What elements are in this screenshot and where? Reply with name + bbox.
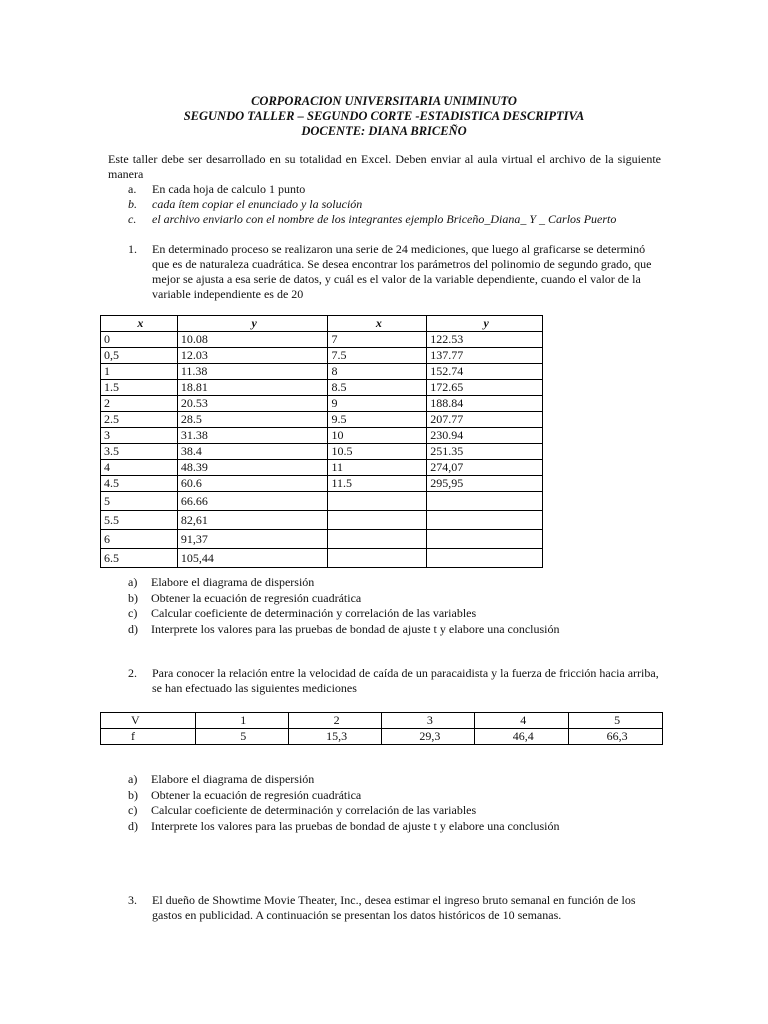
question-1 [128,242,660,302]
instruction-letter: a. [128,182,137,196]
table-cell: 8.5 [328,380,427,396]
table-cell: 20.53 [177,396,328,412]
instruction-letter: b. [128,197,137,211]
task-letter: d) [128,818,138,833]
table-cell: 4 [101,460,178,476]
instruction-letter: c. [128,212,137,226]
table-row [101,492,543,511]
header-teacher: DOCENTE: DIANA BRICEÑO [301,124,467,138]
table-cell: 48.39 [177,460,328,476]
question-text: En determinado proceso se realizaron una serie de 24 mediciones, que luego al graficarse se determinó que es de naturaleza cuadrática. Se desea encontrar los parámetros del polinomio de segundo grado, que mejor se ajusta a esa serie de datos, y cuál es el valor de la variable dependiente, cuando el valor de la variable independiente es de 20 [152,242,652,301]
task-item [128,819,560,835]
table-cell: 0 [101,332,178,348]
task-text: Elabore el diagrama de dispersión [151,772,315,786]
table-cell: 137.77 [427,348,543,364]
table-row [101,332,543,348]
table-cell: 5 [569,713,663,729]
table-row [101,460,543,476]
table-cell: 10.08 [177,332,328,348]
instruction-text: el archivo enviarlo con el nombre de los integrantes ejemplo Briceño_Diana_ Y _ Carlos Puerto [152,212,617,226]
table-row [101,530,543,549]
table-cell: 3.5 [101,444,178,460]
question-number: 1. [128,242,137,256]
table-cell: 6 [101,530,178,549]
table-row [101,713,663,729]
table-cell: 4 [475,713,569,729]
table-cell: 82,61 [177,511,328,530]
table-cell: 2 [288,713,382,729]
table-cell: 1 [195,713,288,729]
table-cell: 207.77 [427,412,543,428]
table-cell [328,530,427,549]
table-cell: 295,95 [427,476,543,492]
table-cell: 7 [328,332,427,348]
table-cell: 38.4 [177,444,328,460]
task-letter: c) [128,803,138,817]
table-cell: 172.65 [427,380,543,396]
table-cell: 2.5 [101,412,178,428]
header-cell: y [427,316,543,332]
table-cell [328,511,427,530]
task-item [128,606,560,622]
table-cell: 5 [195,729,288,745]
tasks-q2 [128,772,560,834]
table-cell: 29,3 [382,729,475,745]
question-text: El dueño de Showtime Movie Theater, Inc., desea estimar el ingreso bruto semanal en función de los gastos en publicidad. A continuación se presentan los datos históricos de 10 semanas. [152,893,636,922]
task-text: Calcular coeficiente de determinación y correlación de las variables [151,606,477,620]
table-cell: 6.5 [101,549,178,568]
instruction-text: En cada hoja de calculo 1 punto [152,182,306,196]
task-letter: d) [128,621,138,636]
table-cell [427,530,543,549]
table-row [101,396,543,412]
header-workshop: SEGUNDO TALLER – SEGUNDO CORTE -ESTADISTICA DESCRIPTIVA [183,109,585,123]
table-cell: 122.53 [427,332,543,348]
table-cell: V [101,713,196,729]
task-item [128,772,560,788]
table-cell: 91,37 [177,530,328,549]
table-row [101,412,543,428]
table-cell: 18.81 [177,380,328,396]
table-cell: 11.5 [328,476,427,492]
table-cell: 274,07 [427,460,543,476]
table-cell: 2 [101,396,178,412]
question-number: 2. [128,666,137,680]
task-item [128,591,560,607]
table-cell: 9 [328,396,427,412]
table-row [101,348,543,364]
question-text: Para conocer la relación entre la velocidad de caída de un paracaidista y la fuerza de fricción hacia arriba, se han efectuado las siguientes mediciones [152,666,659,695]
table-cell: 1.5 [101,380,178,396]
table-cell: 11 [328,460,427,476]
task-letter: a) [128,575,138,589]
instruction-text: cada ítem copiar el enunciado y la solución [152,197,363,211]
table-cell: 5.5 [101,511,178,530]
table-cell [328,549,427,568]
instructions-list [128,182,616,227]
instruction-item [128,182,616,197]
table-cell [328,492,427,511]
table-cell: 9.5 [328,412,427,428]
task-letter: a) [128,772,138,786]
question-number: 3. [128,893,137,907]
table-row [101,549,543,568]
task-text: Interprete los valores para las pruebas de bondad de ajuste t y elabore una conclusión [151,818,560,833]
table-cell [427,549,543,568]
table-cell: 46,4 [475,729,569,745]
table-cell: 3 [382,713,475,729]
task-text: Elabore el diagrama de dispersión [151,575,315,589]
table-cell: 66.66 [177,492,328,511]
table-cell: 10.5 [328,444,427,460]
task-letter: c) [128,606,138,620]
table-cell: 28.5 [177,412,328,428]
table-cell: 66,3 [569,729,663,745]
task-item [128,622,560,638]
task-text: Calcular coeficiente de determinación y correlación de las variables [151,803,477,817]
question-3 [128,893,660,923]
table-row [101,444,543,460]
task-text: Obtener la ecuación de regresión cuadrática [151,590,362,605]
header-institution: CORPORACION UNIVERSITARIA UNIMINUTO [251,94,517,108]
table-cell: 8 [328,364,427,380]
table-cell: 10 [328,428,427,444]
table-cell [427,511,543,530]
table-cell: 3 [101,428,178,444]
intro-paragraph: Este taller debe ser desarrollado en su totalidad en Excel. Deben enviar al aula virtual el archivo de la siguiente manera [108,152,661,181]
table-row [101,428,543,444]
data-table-q1 [100,315,543,568]
instruction-item [128,212,616,227]
task-text: Interprete los valores para las pruebas de bondad de ajuste t y elabore una conclusión [151,621,560,636]
table-row [101,511,543,530]
task-letter: b) [128,590,138,605]
table-header-row [101,316,543,332]
table-cell: 1 [101,364,178,380]
header-cell: x [101,316,178,332]
task-text: Obtener la ecuación de regresión cuadrática [151,787,362,802]
table-cell: 105,44 [177,549,328,568]
table-cell: 251.35 [427,444,543,460]
table-cell: 4.5 [101,476,178,492]
table-row [101,729,663,745]
table-cell: 0,5 [101,348,178,364]
table-row [101,476,543,492]
data-table-q2 [100,712,663,745]
table-cell: 5 [101,492,178,511]
table-cell: 11.38 [177,364,328,380]
task-item [128,575,560,591]
table-cell: 60.6 [177,476,328,492]
table-cell: 230.94 [427,428,543,444]
table-cell [427,492,543,511]
task-item [128,803,560,819]
question-2 [128,666,660,696]
header-cell: y [177,316,328,332]
table-cell: 188.84 [427,396,543,412]
table-row [101,364,543,380]
table-cell: 152.74 [427,364,543,380]
table-row [101,380,543,396]
table-cell: 7.5 [328,348,427,364]
instruction-item [128,197,616,212]
table-cell: f [101,729,196,745]
table-cell: 15,3 [288,729,382,745]
table-cell: 31.38 [177,428,328,444]
task-item [128,788,560,804]
table-cell: 12.03 [177,348,328,364]
tasks-q1 [128,575,560,637]
header-cell: x [328,316,427,332]
task-letter: b) [128,787,138,802]
